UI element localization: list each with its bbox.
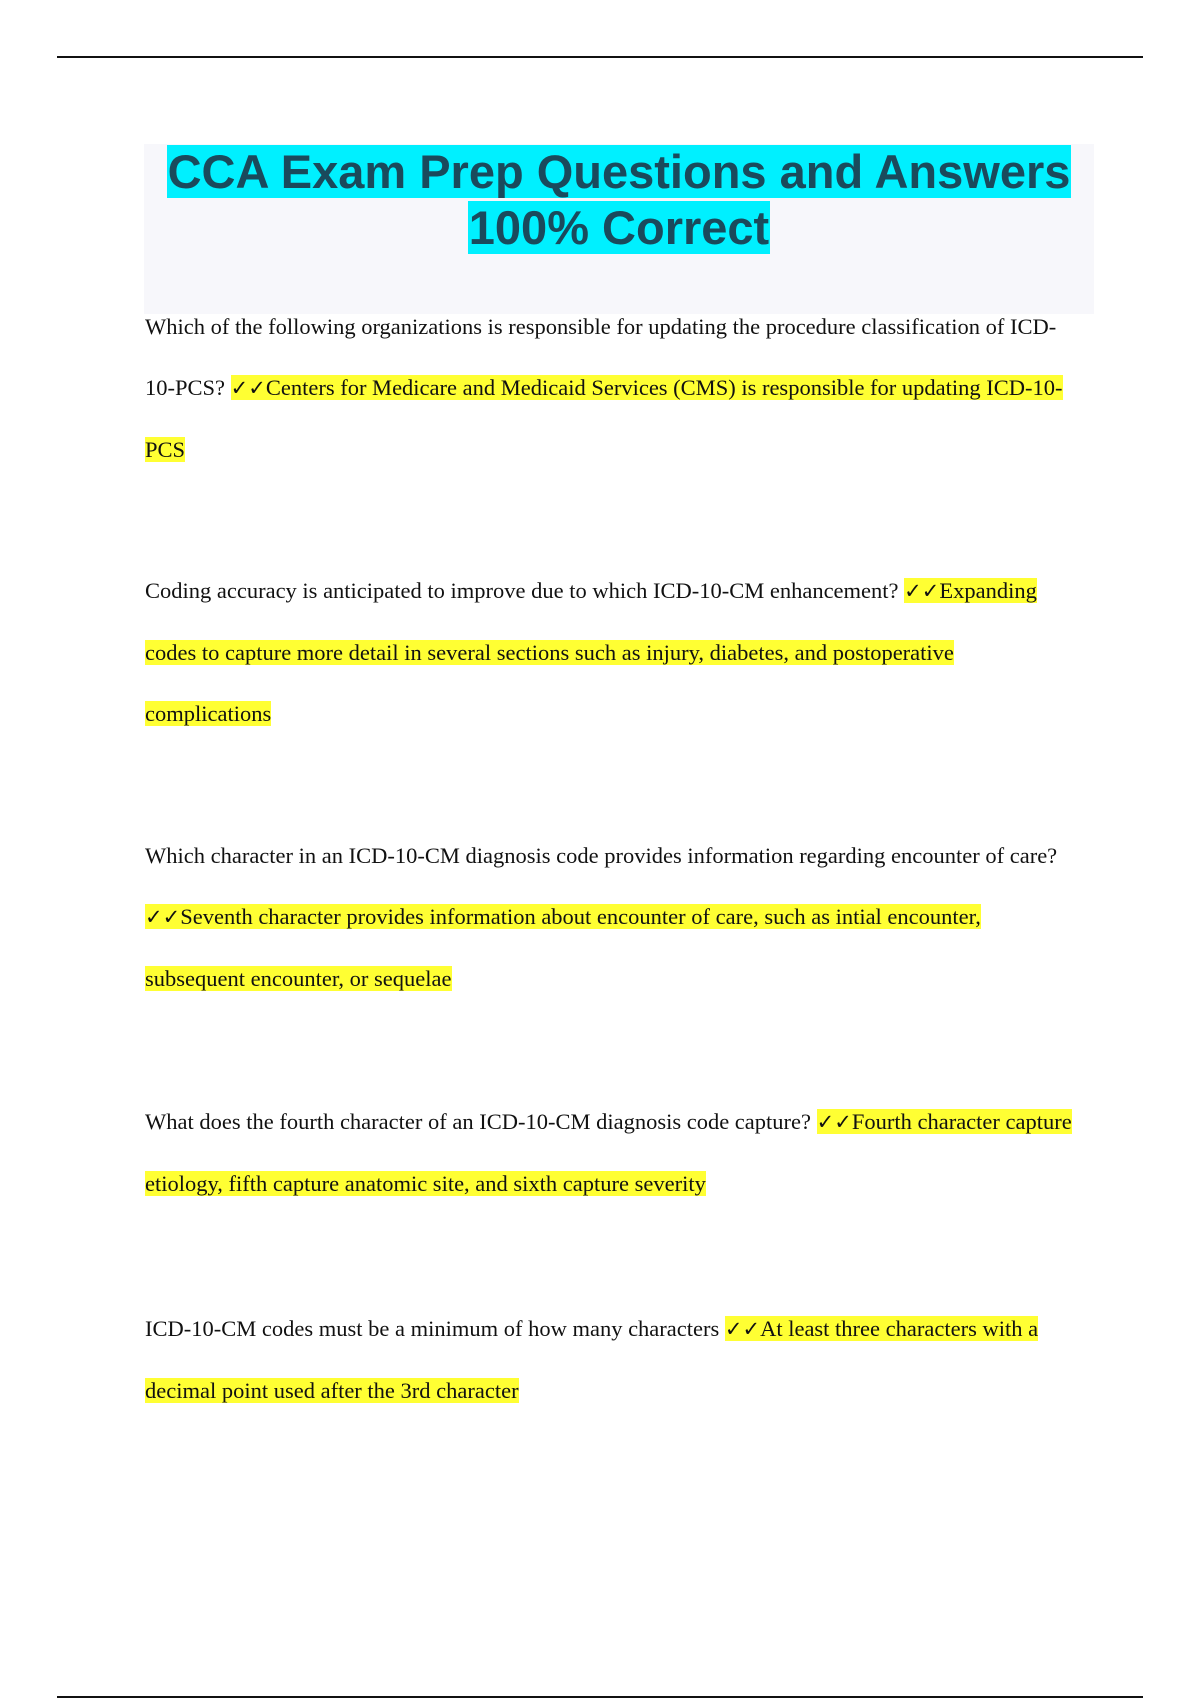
title-block — [144, 144, 1094, 314]
answer-highlight — [145, 904, 981, 991]
answer-text: Expanding codes to capture more detail in several sections such as injury, diabetes, and postoperative complications — [145, 578, 1037, 726]
qa-item — [145, 825, 1085, 1009]
qa-item — [145, 296, 1085, 480]
answer-text: At least three characters with a decimal point used after the 3rd character — [145, 1316, 1039, 1403]
top-rule — [57, 56, 1143, 58]
question-text: ICD-10-CM codes must be a minimum of how many characters — [145, 1316, 720, 1341]
title-line-1: CCA Exam Prep Questions and Answers — [167, 145, 1071, 198]
answer-highlight — [145, 375, 1063, 462]
document-title — [144, 144, 1094, 256]
question-text: Which of the following organizations is responsible for updating the procedure classification of ICD-10-PCS? — [145, 314, 1057, 400]
double-check-icon: ✓✓ — [904, 579, 940, 603]
answer-text: Centers for Medicare and Medicaid Services (CMS) is responsible for updating ICD-10-PCS — [145, 375, 1063, 462]
question-text: Which character in an ICD-10-CM diagnosis code provides information regarding encounter of care? — [145, 843, 1058, 868]
qa-item — [145, 1091, 1085, 1214]
answer-text: Seventh character provides information about encounter of care, such as intial encounter, subsequent encounter, or sequelae — [145, 904, 981, 991]
question-text: Coding accuracy is anticipated to improve due to which ICD-10-CM enhancement? — [145, 578, 899, 603]
double-check-icon: ✓✓ — [230, 376, 266, 400]
bottom-rule — [57, 1696, 1143, 1698]
answer-text: Fourth character capture etiology, fifth capture anatomic site, and sixth capture severity — [145, 1109, 1072, 1196]
qa-item — [145, 1298, 1085, 1421]
double-check-icon: ✓✓ — [145, 905, 181, 929]
qa-item — [145, 560, 1085, 744]
title-line-2: 100% Correct — [468, 201, 770, 254]
double-check-icon: ✓✓ — [816, 1110, 852, 1134]
question-text: What does the fourth character of an ICD-10-CM diagnosis code capture? — [145, 1109, 812, 1134]
double-check-icon: ✓✓ — [724, 1317, 761, 1341]
